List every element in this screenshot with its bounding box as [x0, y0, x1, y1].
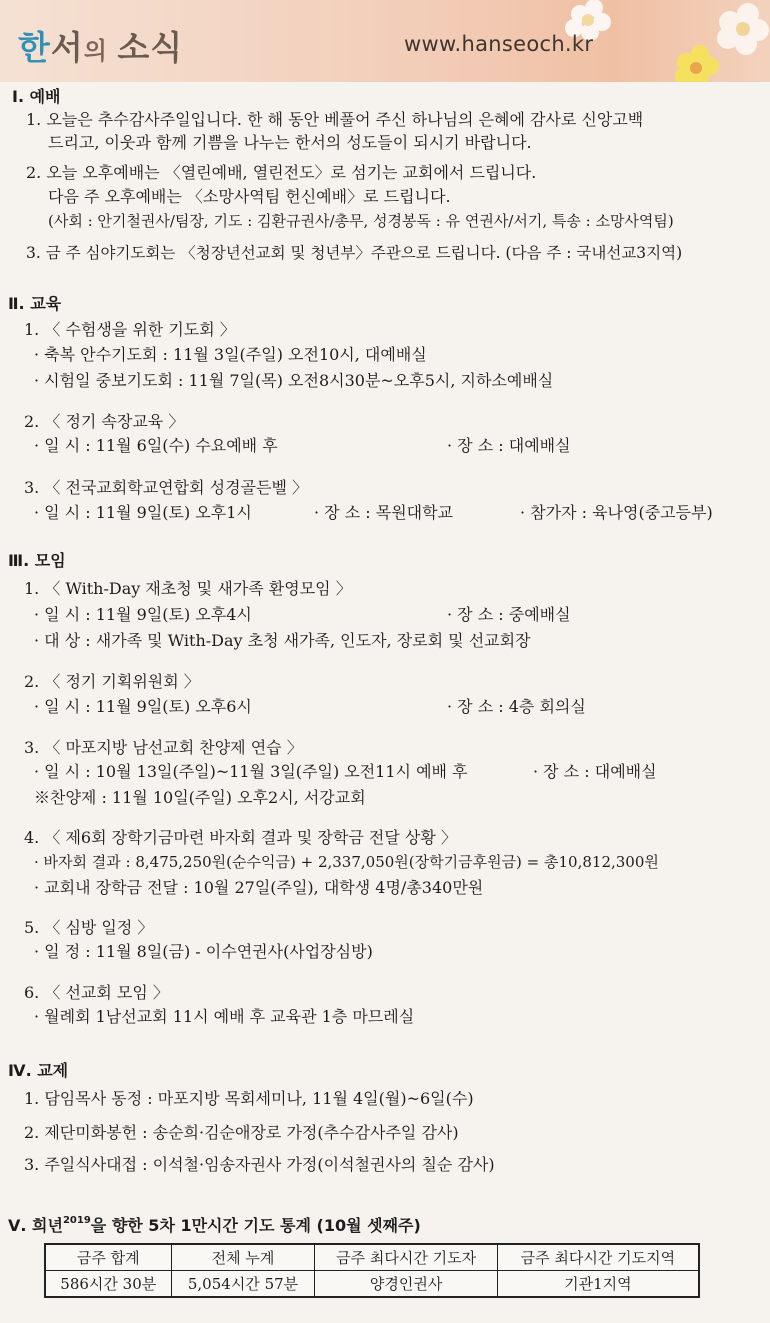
prayer-stats-table — [44, 1243, 700, 1298]
table-cell-weekly-total: 586시간 30분 — [45, 1271, 171, 1298]
worship-item-1-cont: 드리고, 이웃과 함께 기쁨을 나누는 한서의 성도들이 되시기 바랍니다. — [48, 133, 532, 152]
fellowship-item-1: 1. 담임목사 동정 : 마포지방 목회세미나, 11월 4일(월)~6일(수) — [24, 1089, 474, 1108]
meeting-3-note: ※찬양제 : 11월 10일(주일) 오후2시, 서강교회 — [34, 788, 366, 807]
worship-item-2: 2. 오늘 오후예배는 〈열린예배, 열린전도〉로 섬기는 교회에서 드립니다. — [26, 163, 537, 182]
education-title-2: 2. 〈 정기 속장교육 〉 — [24, 412, 185, 431]
table-header-cell: 금주 최다시간 기도자 — [315, 1244, 497, 1271]
meeting-4-scholarship: · 교회내 장학금 전달 : 10월 27일(주일), 대학생 4명/총340만원 — [34, 878, 484, 897]
table-cell-cumulative: 5,054시간 57분 — [171, 1271, 315, 1298]
education-3-time: · 일 시 : 11월 9일(토) 오후1시 — [34, 503, 252, 522]
meeting-4-bazaar-result: · 바자회 결과 : 8,475,250원(순수익금) + 2,337,050원(장학기금후원금) = 총10,812,300원 — [34, 853, 659, 871]
meeting-title-1: 1. 〈 With-Day 재초청 및 새가족 환영모임 〉 — [24, 579, 352, 598]
meeting-3-place: · 장 소 : 대예배실 — [533, 762, 657, 781]
education-title-1: 1. 〈 수험생을 위한 기도회 〉 — [24, 320, 236, 339]
education-2-place: · 장 소 : 대예배실 — [447, 436, 571, 455]
education-3-participant: · 참가자 : 육나영(중고등부) — [520, 503, 713, 522]
worship-item-2-roles: (사회 : 안기철권사/팀장, 기도 : 김환규권사/총무, 성경봉독 : 유 연권사/서기, 특송 : 소망사역팀) — [48, 212, 674, 230]
meeting-6-monthly: · 월례회 1남선교회 11시 예배 후 교육관 1층 마므레실 — [34, 1007, 415, 1026]
website-url[interactable]: www.hanseoch.kr — [404, 32, 594, 56]
worship-item-3: 3. 금 주 심야기도회는 〈청장년선교회 및 청년부〉주관으로 드립니다. (다음 주 : 국내선교3지역) — [26, 244, 683, 262]
meeting-title-2: 2. 〈 정기 기획위원회 〉 — [24, 672, 200, 691]
education-1-line-1: · 축복 안수기도회 : 11월 3일(주일) 오전10시, 대예배실 — [34, 345, 427, 364]
meeting-3-time: · 일 시 : 10월 13일(주일)~11월 3일(주일) 오전11시 예배 후 — [34, 762, 468, 781]
section-heading-fellowship: Ⅳ. 교제 — [8, 1061, 69, 1080]
section-heading-meetings: Ⅲ. 모임 — [8, 551, 66, 570]
meeting-2-place: · 장 소 : 4층 회의실 — [447, 697, 586, 716]
table-header-row — [45, 1244, 699, 1271]
header-banner — [0, 0, 770, 82]
meeting-title-3: 3. 〈 마포지방 남선교회 찬양제 연습 〉 — [24, 738, 303, 757]
meeting-1-target: · 대 상 : 새가족 및 With-Day 초청 새가족, 인도자, 장로회 및 선교회장 — [34, 631, 531, 650]
education-2-time: · 일 시 : 11월 6일(수) 수요예배 후 — [34, 436, 278, 455]
section-heading-worship: Ⅰ. 예배 — [12, 87, 61, 106]
worship-item-2-cont: 다음 주 오후예배는 〈소망사역팀 헌신예배〉로 드립니다. — [48, 187, 451, 206]
newsletter-title: 한서의 소식 — [18, 28, 184, 67]
meeting-title-6: 6. 〈 선교회 모임 〉 — [24, 983, 169, 1002]
meeting-1-place: · 장 소 : 중예배실 — [447, 605, 571, 624]
meeting-title-5: 5. 〈 심방 일정 〉 — [24, 918, 154, 937]
worship-item-1: 1. 오늘은 추수감사주일입니다. 한 해 동안 베풀어 주신 하나님의 은혜에 감사로 신앙고백 — [26, 110, 644, 129]
meeting-2-time: · 일 시 : 11월 9일(토) 오후6시 — [34, 697, 252, 716]
meeting-5-schedule: · 일 정 : 11월 8일(금) - 이수연권사(사업장심방) — [34, 942, 373, 961]
fellowship-item-3: 3. 주일식사대접 : 이석철·임송자권사 가정(이석철권사의 칠순 감사) — [24, 1155, 495, 1174]
education-3-place: · 장 소 : 목원대학교 — [314, 503, 454, 522]
table-header-cell: 금주 최다시간 기도지역 — [497, 1244, 699, 1271]
education-title-3: 3. 〈 전국교회학교연합회 성경골든벨 〉 — [24, 478, 308, 497]
table-cell-top-person: 양경인권사 — [315, 1271, 497, 1298]
meeting-title-4: 4. 〈 제6회 장학기금마련 바자회 결과 및 장학금 전달 상황 〉 — [24, 828, 457, 847]
section-heading-education: Ⅱ. 교육 — [8, 294, 62, 313]
table-row — [45, 1271, 699, 1298]
table-cell-top-region: 기관1지역 — [497, 1271, 699, 1298]
section-heading-prayer-stats: Ⅴ. 희년$^{2019}$을 향한 5차 1만시간 기도 통계 (10월 셋째주) — [8, 1215, 421, 1235]
education-1-line-2: · 시험일 중보기도회 : 11월 7일(목) 오전8시30분~오후5시, 지하소예배실 — [34, 371, 554, 390]
meeting-1-time: · 일 시 : 11월 9일(토) 오후4시 — [34, 605, 252, 624]
table-header-cell: 금주 합계 — [45, 1244, 171, 1271]
fellowship-item-2: 2. 제단미화봉헌 : 송순희·김순애장로 가정(추수감사주일 감사) — [24, 1123, 459, 1142]
table-header-cell: 전체 누계 — [171, 1244, 315, 1271]
